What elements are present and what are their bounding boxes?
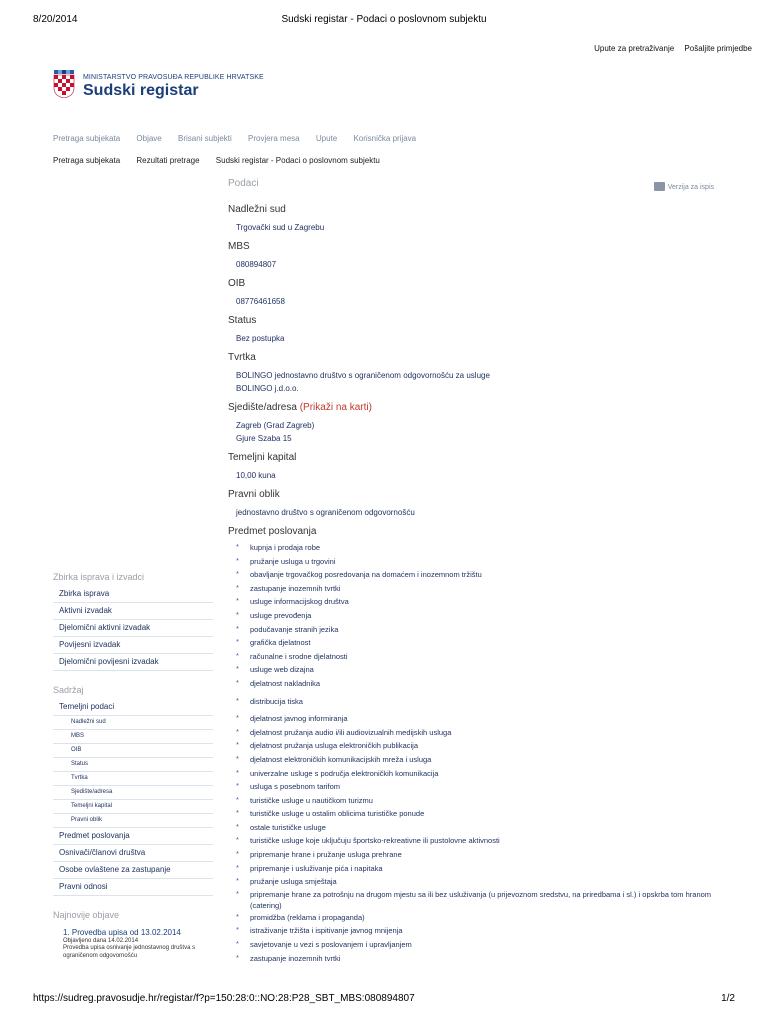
list-item: * ostale turističke usluge — [228, 821, 728, 835]
sidebar-subitem-legal-form[interactable]: Pravni oblik — [53, 814, 213, 828]
list-item: * usluge prevođenja — [228, 609, 728, 623]
company-short-name: BOLINGO j.d.o.o. — [236, 384, 299, 393]
print-date: 8/20/2014 — [33, 14, 78, 25]
sidebar-subitem-capital[interactable]: Temeljni kapital — [53, 800, 213, 814]
company-label: Tvrtka — [228, 352, 256, 363]
list-item: * zastupanje inozemnih tvrtki — [228, 952, 728, 966]
legal-form-value: jednostavno društvo s ograničenom odgovornošću — [236, 508, 415, 517]
address-city: Zagreb (Grad Zagreb) — [236, 421, 315, 430]
list-item: * turističke usluge u nautičkom turizmu — [228, 794, 728, 808]
capital-value: 10,00 kuna — [236, 471, 276, 480]
sidebar-subitem-company[interactable]: Tvrtka — [53, 772, 213, 786]
oib-label: OIB — [228, 278, 246, 289]
news-item-date: Objavljeno dana 14.02.2014 — [63, 938, 139, 944]
list-item: * distribucija tiska — [228, 695, 728, 709]
list-item: * djelatnost pružanja usluga elektroničkih publikacija — [228, 739, 728, 753]
sidebar-contents-heading: Sadržaj — [53, 685, 84, 695]
send-feedback-link[interactable]: Pošaljite primjedbe — [684, 44, 752, 53]
list-item: * univerzalne usluge s područja elektroničkih komunikacija — [228, 767, 728, 781]
list-item: * turističke usluge u ostalim oblicima turističke ponude — [228, 807, 728, 821]
sidebar-news-heading: Najnovije objave — [53, 910, 120, 920]
list-item: * grafička djelatnost — [228, 636, 728, 650]
nav-search-subjects[interactable]: Pretraga subjekata — [53, 134, 121, 143]
list-item: * obavljanje trgovačkog posredovanja na domaćem i inozemnom tržištu — [228, 568, 728, 582]
subject-details — [228, 178, 728, 965]
list-item: * podučavanje stranih jezika — [228, 623, 728, 637]
legal-form-label: Pravni oblik — [228, 489, 280, 500]
court-value: Trgovački sud u Zagrebu — [236, 223, 325, 232]
nav-user-login[interactable]: Korisnička prijava — [353, 134, 417, 143]
address-value — [228, 419, 728, 445]
sidebar-item-historical-extract[interactable]: Povijesni izvadak — [53, 637, 213, 654]
sidebar-subitem-oib[interactable]: OIB — [53, 744, 213, 758]
sidebar-subitem-address[interactable]: Sjedište/adresa — [53, 786, 213, 800]
capital-label: Temeljni kapital — [228, 452, 297, 463]
sidebar-item-founders[interactable]: Osnivači/članovi društva — [53, 845, 213, 862]
print-url: https://sudreg.pravosudje.hr/registar/f?p=150:28:0::NO:28:P28_SBT_MBS:080894807 — [33, 993, 415, 1004]
list-item: * usluge web dizajna — [228, 663, 728, 677]
list-item: * zastupanje inozemnih tvrtki — [228, 582, 728, 596]
list-item: * djelatnost pružanja audio i/ili audiovizualnih medijskih usluga — [228, 726, 728, 740]
main-nav — [53, 134, 430, 143]
nav-deleted-subjects[interactable]: Brisani subjekti — [177, 134, 232, 143]
news-item-text: Provedba upisa osnivanje jednostavnog društva s ograničenom odgovornošću — [63, 945, 196, 959]
list-item: * djelatnost nakladnika — [228, 677, 728, 691]
mbs-label: MBS — [228, 241, 250, 252]
activities-label: Predmet poslovanja — [228, 526, 317, 537]
breadcrumb-current: Sudski registar - Podaci o poslovnom subjektu — [215, 156, 380, 165]
nav-check[interactable]: Provjera mesa — [248, 134, 300, 143]
sidebar-item-representatives[interactable]: Osobe ovlaštene za zastupanje — [53, 862, 213, 879]
printer-icon — [654, 182, 665, 191]
top-links — [586, 44, 752, 53]
sidebar-item-partial-active-extract[interactable]: Djelomični aktivni izvadak — [53, 620, 213, 637]
sidebar-subitem-status[interactable]: Status — [53, 758, 213, 772]
breadcrumb-results[interactable]: Rezultati pretrage — [136, 156, 200, 165]
sidebar-item-partial-historical-extract[interactable]: Djelomični povijesni izvadak — [53, 654, 213, 671]
list-item: * djelatnost javnog informiranja — [228, 712, 728, 726]
sidebar-item-legal-relations[interactable]: Pravni odnosi — [53, 879, 213, 896]
section-title: Podaci — [228, 178, 259, 189]
list-item: * savjetovanje u vezi s poslovanjem i upravljanjem — [228, 938, 728, 952]
sidebar — [53, 572, 213, 960]
company-full-name: BOLINGO jednostavno društvo s ograničenom odgovornošću za usluge — [236, 371, 490, 380]
print-version-link[interactable] — [654, 182, 714, 191]
search-help-link[interactable]: Upute za pretraživanje — [594, 44, 675, 53]
sidebar-item-document-collection[interactable]: Zbirka isprava — [53, 586, 213, 603]
news-item-title[interactable]: 1. Provedba upisa od 13.02.2014 — [63, 928, 181, 937]
mbs-value: 080894807 — [236, 260, 277, 269]
breadcrumb — [53, 156, 394, 165]
show-on-map-link[interactable]: (Prikaži na karti) — [299, 402, 372, 413]
sidebar-item-business-activities[interactable]: Predmet poslovanja — [53, 828, 213, 845]
breadcrumb-search[interactable]: Pretraga subjekata — [53, 156, 121, 165]
list-item: * promidžba (reklama i propaganda) — [228, 911, 728, 925]
activities-list — [228, 541, 728, 965]
list-item: * pripremanje hrane za potrošnju na drugom mjestu sa ili bez usluživanja (u prijevoznom sredstvu, na priredbama i sl.) i opskrba tom hranom (catering) — [228, 889, 728, 911]
status-value: Bez postupka — [236, 334, 285, 343]
address-label-text: Sjedište/adresa — [228, 402, 297, 413]
list-item: * pružanje usluga smještaja — [228, 875, 728, 889]
list-item: * istraživanje tržišta i ispitivanje javnog mnijenja — [228, 924, 728, 938]
sidebar-docs-heading: Zbirka isprava i izvadci — [53, 572, 145, 582]
address-street: Gjure Szaba 15 — [236, 434, 292, 443]
list-item: * računalne i srodne djelatnosti — [228, 650, 728, 664]
print-title: Sudski registar - Podaci o poslovnom subjektu — [281, 14, 487, 25]
court-label: Nadležni sud — [228, 204, 286, 215]
sidebar-item-active-extract[interactable]: Aktivni izvadak — [53, 603, 213, 620]
list-item: * kupnja i prodaja robe — [228, 541, 728, 555]
nav-announcements[interactable]: Objave — [136, 134, 162, 143]
croatian-coat-of-arms-icon — [53, 70, 75, 98]
list-item: * pripremanje i usluživanje pića i napitaka — [228, 862, 728, 876]
sidebar-item-basic-data[interactable]: Temeljni podaci — [53, 699, 213, 716]
print-page-number: 1/2 — [721, 993, 735, 1004]
ministry-name: MINISTARSTVO PRAVOSUĐA REPUBLIKE HRVATSKE — [83, 74, 264, 81]
address-label — [228, 402, 728, 413]
list-item: * usluga s posebnom tarifom — [228, 780, 728, 794]
list-item: * pripremanje hrane i pružanje usluga prehrane — [228, 848, 728, 862]
list-item: * turističke usluge koje uključuju športsko-rekreativne ili pustolovne aktivnosti — [228, 834, 728, 848]
nav-instructions[interactable]: Upute — [315, 134, 338, 143]
list-item: * djelatnost elektroničkih komunikacijskih mreža i usluga — [228, 753, 728, 767]
oib-value: 08776461658 — [236, 297, 285, 306]
list-item: * usluge informacijskog društva — [228, 595, 728, 609]
site-title: Sudski registar — [83, 82, 199, 99]
list-item: * pružanje usluga u trgovini — [228, 555, 728, 569]
company-value — [228, 369, 728, 395]
sidebar-subitem-court[interactable]: Nadležni sud — [53, 716, 213, 730]
status-label: Status — [228, 315, 257, 326]
sidebar-subitem-mbs[interactable]: MBS — [53, 730, 213, 744]
print-version-label: Verzija za ispis — [667, 184, 714, 191]
